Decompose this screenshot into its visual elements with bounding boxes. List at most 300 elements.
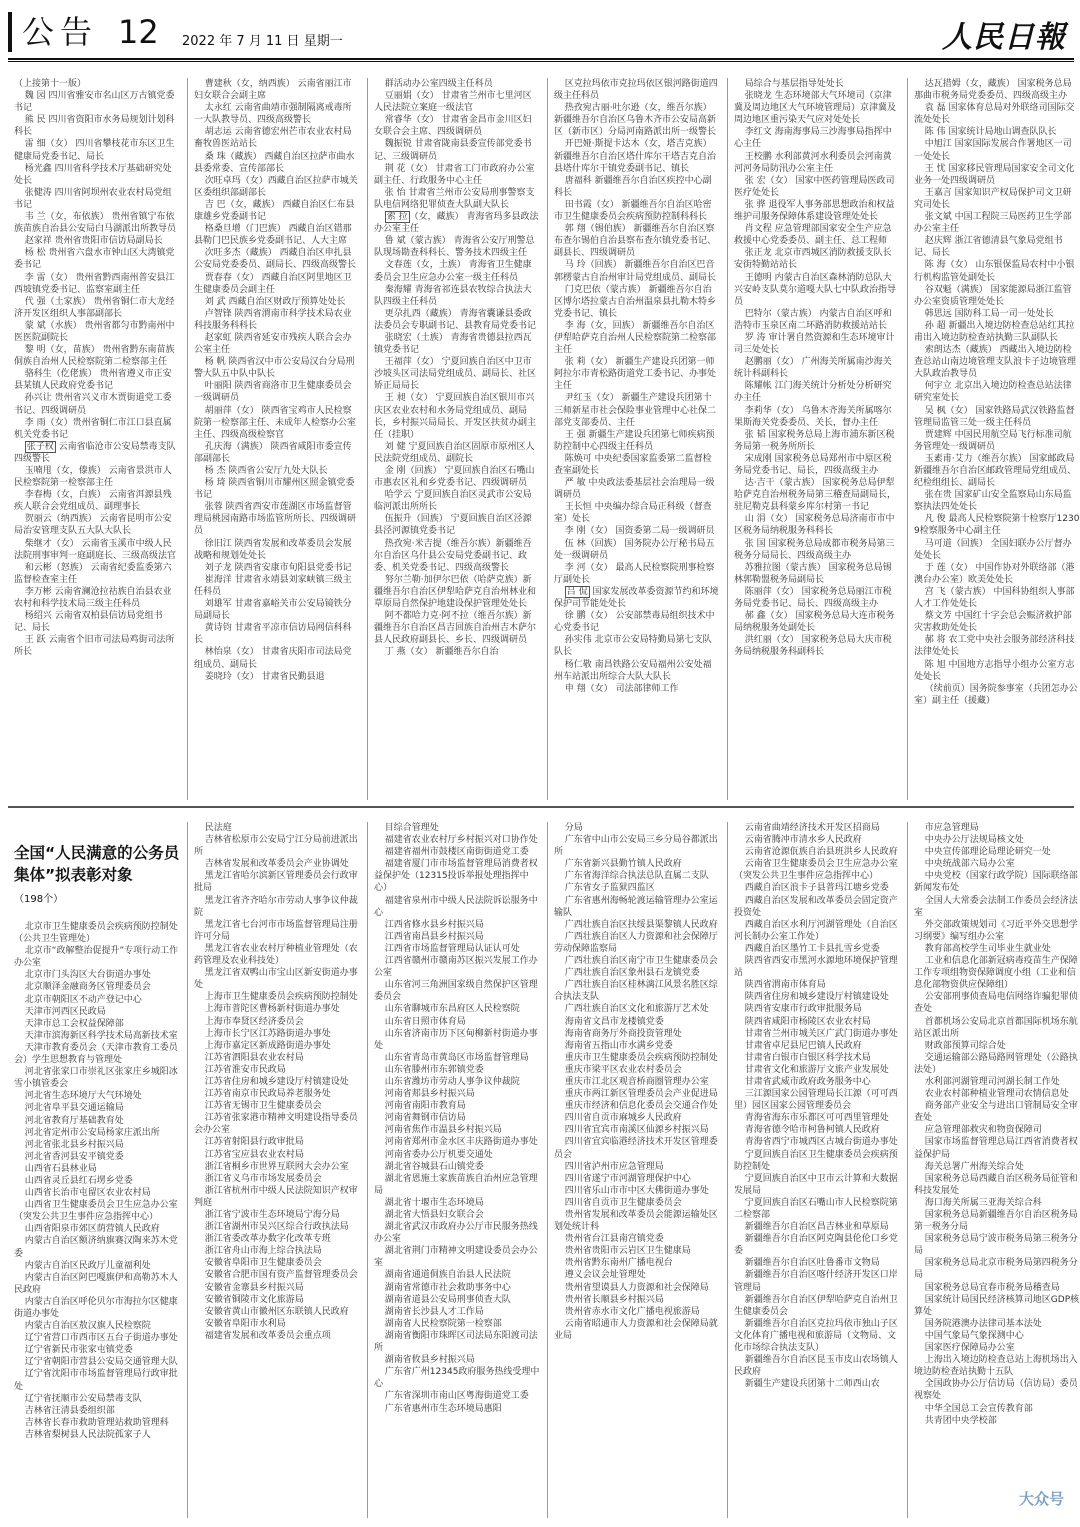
top-columns-2 <box>194 78 360 800</box>
list-item: 贵州省赤水市文化广播电视旅游局 <box>564 1306 700 1317</box>
bottom-columns-6 <box>914 822 1080 1518</box>
list-item: 广东省惠州市生态环境局惠阳 <box>384 1403 502 1414</box>
list-item: 山东省滕州市东郭镇党委 <box>384 1064 484 1075</box>
list-item: 湖南省道县公安局刑事侦查大队 <box>384 1294 511 1305</box>
list-item: 广东省新兴县勤竹镇人民政府 <box>564 859 682 870</box>
list-item: 江西省南昌县乡村振兴局 <box>384 931 484 942</box>
list-item: 四川省宜宾临港经济技术开发区管理委员会 <box>554 1137 718 1160</box>
list-item: 民法庭 <box>204 823 232 833</box>
list-item: 张正龙 北京市西城区消防救援支队长安街特勤站站长 <box>734 248 892 271</box>
list-item: 陈丽萍（女） 国家税务总局丽江市税务局党委书记、局长、四级高级主办 <box>734 586 892 610</box>
list-item: 雷 细（女） 四川省攀枝花市东区卫生健康局党委书记、局长 <box>14 139 175 162</box>
list-item: 安徽省阜阳市水利局 <box>204 1318 286 1329</box>
list-item: 国家税务总局西藏自治区税务局征管和科技发展处 <box>914 1173 1078 1196</box>
list-item: 新疆维吾尔自治区伊犁哈萨克自治州卫生健康委员会 <box>734 1294 898 1317</box>
list-item: 浙江省桐乡市世界互联网大会办公室 <box>204 1161 349 1172</box>
list-item: 浙江省委改革办数字化改革专班 <box>204 1234 331 1245</box>
list-item: 上海出入境边防检查总站上海机场出入境边防检查站执勤十五队 <box>914 1355 1078 1378</box>
list-item: 青海省德令哈市柯鲁柯镇人民政府 <box>744 1125 880 1136</box>
list-item: 云南省昭通市人力资源和社会保障局就业局 <box>554 1318 718 1341</box>
list-item: 西藏自治区发展和改革委员会固定资产投资处 <box>734 895 898 918</box>
list-item: 四川省宜宾市南溪区仙源乡村振兴局 <box>564 1125 709 1136</box>
column-divider <box>727 78 728 800</box>
list-item: 黑龙江省农业农村厅种植业管理处（农药管理及农业科技处） <box>194 943 358 967</box>
list-item: 内蒙古自治区呼伦贝尔市海拉尔区健康街道办事处 <box>14 1296 178 1319</box>
list-item: 上海市嘉定区新成路街道办事处 <box>204 1040 331 1051</box>
bottom-columns-4 <box>554 822 720 1518</box>
list-item: 广西壮族自治区人力资源和社会保障厅劳动保障监察局 <box>554 931 718 954</box>
list-item: 安徽省阜阳市卫生健康委员会 <box>204 1258 322 1269</box>
list-item: 刘子龙 陕西省安康市旬阳县党委书记 <box>204 562 352 573</box>
column-divider <box>187 78 188 800</box>
highlighted-name: 张子权 <box>26 441 54 452</box>
list-item: 福建省福州市鼓楼区南街街道党工委 <box>384 847 529 858</box>
list-item: 首都机场公安局北京首都国际机场东航站区派出所 <box>914 1016 1078 1039</box>
list-item: 甘肃省卓尼县尼巴镇人民政府 <box>744 1040 862 1051</box>
list-item: 福建省厦门市市场监督管理局消费者权益保护处（12315投诉举报处理指挥中心） <box>374 859 538 894</box>
list-item: 伍 林（回族） 国务院办公厅秘书局五处一级调研员 <box>554 538 715 561</box>
list-item: 浙江省宁波市生态环境局宁海分局 <box>204 1210 340 1220</box>
list-item: 常睿华（女） 甘肃省金昌市金川区妇女联合会主席、四级调研员 <box>374 115 532 138</box>
list-item: 国家医疗保障局办公室 <box>924 1343 1015 1354</box>
list-item: 河南省舞钢市信访局 <box>384 1113 466 1124</box>
list-item: 徐旧江 陕西省发展和改革委员会发展战略和规划处处长 <box>194 538 352 561</box>
list-item: 财政部预算司综合处 <box>924 1040 1006 1051</box>
list-item: 广东省深圳市南山区粤海街道党工委 <box>384 1391 529 1402</box>
list-item: 广西壮族自治区文化和旅游厅艺术处 <box>564 1004 709 1015</box>
list-item: 北京市卫生健康委员会疾病预防控制处（公共卫生管理处） <box>14 922 178 945</box>
list-item: 刘 武 西藏自治区财政厅预算处处长 <box>204 296 346 307</box>
list-item: 四川省自贡市卫生健康委员会 <box>564 1197 682 1208</box>
list-item: 江西省市场监督管理局认证认可处 <box>384 943 520 954</box>
list-item: 杨 杰 陕西省公安厅九处大队长 <box>204 466 328 476</box>
list-item: 北京市“政解整治促提升”专项行动工作办公室 <box>14 946 179 969</box>
page-number: 12 <box>118 13 159 51</box>
list-item: 贺丽云（纳西族） 云南省昆明市公安局治安管理支队五大队大队长 <box>14 514 172 537</box>
headline-count: （198个） <box>14 894 64 905</box>
list-item: 江苏省无锡市卫生健康委员会 <box>204 1101 322 1112</box>
list-item: 国家市场监督管理总局江西省消费者权益保护局 <box>914 1137 1078 1160</box>
list-item: 吉林省发展和改革委员会产业协调处 <box>204 859 349 870</box>
list-item <box>374 211 540 235</box>
entry-detail: （女，藏族） 青海省玛多县政法办公室主任 <box>374 212 539 235</box>
list-item: 安徽省铜陵市文化旅游局 <box>204 1294 304 1305</box>
list-item: 赵家祥 贵州省贵阳市信访局副局长 <box>24 236 163 247</box>
list-item: 李 海（女，回族） 新疆维吾尔自治区伊犁哈萨克自治州人民检察院第二检察部主任 <box>554 320 717 356</box>
list-item: 山西省灵丘县红石塄乡党委 <box>24 1175 133 1186</box>
list-item: 次旺多杰（藏族） 西藏自治区申扎县公安局党委委员、副局长、四级高级警长 <box>194 248 357 271</box>
list-item: 海关总署广州海关综合处 <box>924 1161 1024 1172</box>
list-item: 广东省惠州海畅轮渡运输管理办公室运输队 <box>554 895 718 918</box>
top-columns-1 <box>14 78 180 800</box>
list-item: 陕西省安康市行政审批服务局 <box>744 1004 862 1015</box>
list-item: 蒙 斌（水族） 贵州省都匀市黔南州中医医院副院长 <box>14 320 175 343</box>
list-item: 重庆市经济和信息化委员会交通合作处 <box>564 1101 718 1112</box>
list-item: 福建省农业农村厅乡村振兴对口协作处 <box>384 835 538 846</box>
article-headline <box>14 842 180 911</box>
list-item: 李 雨（女）贵州省铜仁市江口县直属机关党委书记 <box>14 417 172 440</box>
list-item: 湖南省常德市社会救助事务中心 <box>384 1282 511 1293</box>
list-item: 重庆市梁平区农业农村委员会 <box>564 1064 682 1075</box>
list-item: 张蓉 陕西省西安市莲湖区市场监督管理局桃园南路市场监管所所长、四级调研员 <box>194 502 357 537</box>
list-item: 云南省卫生健康委员会卫生应急办公室（突发公共卫生事件应急指挥中心） <box>734 859 898 882</box>
list-item: 贵州省长顺县乡村振兴局 <box>564 1294 664 1305</box>
list-item: 王嘉言 国家知识产权局保护司文卫研究司处长 <box>914 187 1072 210</box>
entry-detail: 国家发展改革委资源节约和环境保护司节能处处长 <box>554 586 719 610</box>
list-item: 北京市门头沟区大台街道办事处 <box>24 970 151 981</box>
column-divider <box>367 78 368 800</box>
list-item: 孙兴让 贵州省兴义市木贾街道党工委书记、四级调研员 <box>14 393 172 416</box>
list-item: 山东省日照市体育局 <box>384 1016 466 1027</box>
list-item: 胡丽萍（女） 陕西省宝鸡市人民检察院第一检察部主任、未成年人检察办公室主任、四级高级检察官 <box>194 405 357 440</box>
list-item: 王校鹏 水利部黄河水利委员会河南黄河河务局防汛办公室主任 <box>734 151 892 174</box>
list-item: 林怡泉（女） 甘肃省庆阳市司法局党组成员、副局长 <box>194 647 352 670</box>
list-item: 新疆维吾尔自治区喀什经济开发区口岸管理局 <box>734 1270 898 1293</box>
list-item <box>14 441 180 465</box>
list-item: 王福萍（女） 宁夏回族自治区中卫市沙坡头区司法局党组成员、副局长、社区矫正局局长 <box>374 357 537 392</box>
list-item: 孔庆海（满族） 陕西省咸阳市委宣传部副部长 <box>194 441 352 464</box>
list-item: 黄诗钧 甘肃省平凉市信访局网信科科长 <box>194 623 352 646</box>
list-item: 贵州省发展和改革委员会能源运输处区划处统计科 <box>554 1210 718 1233</box>
list-item: 福建省泉州市中级人民法院诉讼服务中心 <box>374 895 538 918</box>
list-item <box>14 78 180 90</box>
section-divider <box>8 806 1074 808</box>
list-item: 市应急管理局 <box>924 823 979 833</box>
bottom-columns-5 <box>734 822 900 1518</box>
list-item: 浙江省义乌市市场发展委员会 <box>204 1173 322 1184</box>
list-item: 洪红丽（女） 国家税务总局大庆市税务局纳税服务科副科长 <box>734 635 892 658</box>
bottom-columns-2 <box>194 822 360 1518</box>
list-item: 广西壮族自治区南宁市卫生健康委员会 <box>564 956 718 967</box>
list-item: 河北省教育厅基础教育处 <box>24 1115 124 1126</box>
list-item: 达瓦措姆（女，藏族） 国家税务总局那曲市税务局党委委员、四级高级主办 <box>914 79 1072 102</box>
list-item: 黎 明（女，苗族） 贵州省黔东南苗族侗族自治州人民检察院第二检察部主任 <box>14 345 175 368</box>
list-item: 山西省阳泉市郊区荫营镇人民政府 <box>24 1224 160 1235</box>
list-item: 开巴娅·斯提卡达木（女，塔吉克族） 新疆维吾尔自治区塔什库尔干塔吉克自治县塔什库尔干镇党委副书记、镇长 <box>554 139 717 174</box>
bottom-columns-3 <box>374 822 540 1518</box>
list-item: 袁 磊 国家体育总局对外联络司国际交流处处长 <box>914 103 1075 126</box>
list-item: 河南省郑州市金水区丰庆路街道办事处 <box>384 1137 538 1148</box>
list-item: 张晓龙 生态环境部大气环境司（京津冀及周边地区大气环境管理局）京津冀及周边地区重污染天气应对处处长 <box>734 91 897 126</box>
list-item: 新疆维吾尔自治区阿克陶县伦伦口乡党委 <box>734 1234 898 1257</box>
list-item: 更尕扎西（藏族） 青海省囊谦县委政法委员会专职副书记、县教育局党委书记 <box>374 308 537 331</box>
list-item: 吉 巴（女，藏族） 西藏自治区仁布县康雄乡党委副书记 <box>194 199 355 223</box>
column-divider <box>367 822 368 1518</box>
list-item: 唐福科 新疆维吾尔自治区疾控中心副科长 <box>554 175 712 198</box>
list-item: 王 跃 云南省个旧市司法局鸡街司法所所长 <box>14 635 175 658</box>
list-item: 四川省泸州市应急管理局 <box>564 1161 664 1172</box>
list-item: 次旺卓玛（女）西藏自治区拉萨市城关区委组织部副部长 <box>194 175 358 198</box>
list-item: 柴继才（女） 云南省玉溪市中级人民法院刑事审判一庭副庭长、三级高级法官 <box>14 538 177 561</box>
list-item: 陈 伟 国家统计局地山调查队队长 <box>924 127 1057 138</box>
top-columns-5 <box>734 78 900 800</box>
list-item: 山 涓（女） 国家税务总局济南市市中区税务局纳税服务科科长 <box>734 514 895 537</box>
list-item: 李 雷（女） 贵州省黔西南州普安县江西坡镇党委书记、监察室副主任 <box>14 272 175 295</box>
list-item: 海南省商务厅外商投资管理处 <box>564 1028 682 1039</box>
list-item: 卢智锋 陕西省渭南市科学技术局农业科技服务科科长 <box>194 308 352 331</box>
list-item: 广东省中山市公安局三乡分局谷都派出所 <box>554 835 718 858</box>
list-item: 农业农村部种植业管理司农情信息处 <box>924 1089 1069 1100</box>
list-item: 湖南省通道侗族自治县人民法院 <box>384 1270 511 1281</box>
list-item: 全国人大常委会法制工作委员会经济法室 <box>914 895 1078 918</box>
list-item: 魏 园 四川省雅安市名山区万古镇党委书记 <box>14 91 175 114</box>
list-item: 陕西省咸阳市杨陵区农业农村局 <box>744 1016 871 1027</box>
header-bar <box>8 12 12 52</box>
list-item: 李红文 海南海事局三沙海事局指挥中心主任 <box>734 127 892 150</box>
list-item: 达·吉干（蒙古族） 国家税务总局伊犁哈萨克自治州税务局第三稽查局副局长，驻尼勒克县科蒙乡库尔村第一书记 <box>734 478 897 513</box>
list-item: 国家税务总局北京市税务局第四税务分局 <box>914 1258 1078 1281</box>
list-item: 秦海耀 青海省祁连县农牧综合执法大队四级主任科员 <box>374 284 532 307</box>
list-item: 陈耀帐 江门海关统计分析处分析研究办主任 <box>734 381 892 404</box>
list-item: 何宇立 北京出入境边防检查总站法律研究室处长 <box>914 381 1072 404</box>
list-item: 中央党校（国家行政学院）国际联络部新闻发布处 <box>914 871 1078 894</box>
list-item: 江苏省射阳县行政审批局 <box>204 1137 304 1148</box>
list-item: 杨仁敬 南昌铁路公安局福州公安处福州车站派出所综合大队大队长 <box>554 659 712 682</box>
list-item: 王德明 内蒙古自治区森林消防总队大兴安岭支队莫尔道嘎大队七中队政治指导员 <box>734 272 897 307</box>
list-item: 山西省长治市屯留区农业农村局 <box>24 1188 151 1199</box>
list-item: 玉喃甩（女，傣族） 云南省景洪市人民检察院第一检察部主任 <box>14 466 172 489</box>
list-item: 宁夏回族自治区卫生健康委员会疾病预防控制处 <box>734 1149 898 1172</box>
list-item: 熊 民 四川省资阳市水务局规划计划科科长 <box>14 115 175 138</box>
list-item: 福建省发展和改革委员会重点项 <box>204 1330 331 1341</box>
list-item: 广东省广州12345政府服务热线受理中心 <box>374 1367 540 1390</box>
list-item: 天津市总工会权益保障部 <box>24 1018 124 1029</box>
list-item: 辽宁省朝阳市营县公安局交通管理大队 <box>24 1357 178 1368</box>
list-item: 安徽省金寨县乡村振兴局 <box>204 1282 304 1293</box>
list-item: （续前页）国务院参事室（兵团怎办公室）副主任（援藏） <box>914 683 1078 706</box>
list-item: 甘肃省文化和旅游厅文旅产业发展处 <box>744 1064 889 1075</box>
list-item: 伍振升（回族） 宁夏回族自治区泾源县泾河源镇党委书记 <box>374 514 532 537</box>
list-item: 张健涛 四川省阿坝州农业农村局党组书记 <box>14 187 172 210</box>
list-item: 赵鹏丽（女） 广州海关所属南沙海关统计科副科长 <box>734 357 892 380</box>
list-item: 新疆生产建设兵团第十二师西山农 <box>744 1379 880 1390</box>
list-item: 上海市长宁区江苏路街道办事处 <box>204 1028 331 1039</box>
list-item: 贵州省贵阳市云岩区卫生健康局 <box>564 1246 691 1257</box>
list-item: 张 莉（女） 新疆生产建设兵团第一师阿拉尔市青松路街道党工委书记、办事处主任 <box>554 357 717 392</box>
list-item: 湖南省长沙县人才工作局 <box>384 1306 484 1317</box>
list-item: 安徽省合肥市国有资产监督管理委员会 <box>204 1270 358 1281</box>
list-item: 赵家虹 陕西省延安市残疾人联合会办公室主任 <box>194 332 352 356</box>
list-item: 天津市教育委员会（天津市教育工委员会）学生思想教育与管理处 <box>14 1042 178 1066</box>
list-item: 姜晓玲（女） 甘肃省民勤县退 <box>204 671 325 682</box>
list-item: 内蒙古自治区民政厅儿童福利处 <box>24 1260 151 1271</box>
list-item: 湖北省大悟县妇女联合会 <box>384 1210 484 1220</box>
headline-text: 全国“人民满意的公务员集体”拟表彰对象 <box>14 844 180 884</box>
list-item: 河南省委办公厅机要交通处 <box>384 1149 493 1160</box>
list-item: 马 玲（回族） 新疆维吾尔自治区巴音郭楞蒙古自治州审计局党组成员、副局长 <box>554 260 717 283</box>
list-item: 申 翔（女） 司法部律师工作 <box>564 683 679 694</box>
list-item: 天津市河西区民政局 <box>24 1006 106 1017</box>
newspaper-logo: 人民日報 <box>942 20 1066 55</box>
list-item: 徐 鹏（女） 公安部禁毒局组织技术中心党委书记 <box>554 611 715 634</box>
list-item: 重庆市两江新区管理委员会产业促进局 <box>564 1089 718 1100</box>
list-item: 叶丽阳 陕西省商洛市卫生健康委员会一级调研员 <box>194 381 352 404</box>
list-item: 凡 俊 最高人民检察院第十检察厅12309检察服务中心副主任 <box>914 514 1080 537</box>
list-item: 江苏省住房和城乡建设厅村镇建设处 <box>204 1076 349 1087</box>
list-item: 江苏省南京市民政局养老服务处 <box>204 1089 331 1100</box>
column-divider <box>907 822 908 1518</box>
list-item: 张 骅 退役军人事务部思想政治和权益维护司服务保障体系建设管理处处长 <box>734 199 895 223</box>
list-item: 河北省阜平县交通运输局 <box>24 1103 124 1114</box>
list-item: 青海省西宁市城西区古城台街道办事处 <box>744 1137 898 1148</box>
list-item: 山东省青岛市黄岛区市场监督管理局 <box>384 1052 529 1063</box>
list-item: 陈焕可 中央纪委国家监委第二监督检查室副处长 <box>554 453 712 476</box>
list-item: 重庆市江北区观音桥商圈管理办公室 <box>564 1076 709 1087</box>
list-item: 罗 涛 审计署自然资源和生态环境审计司三处处长 <box>734 332 895 356</box>
list-item: 交通运输部公路局路网管理处（公路执法处） <box>914 1052 1078 1075</box>
list-item: 刘 健 宁夏回族自治区固原市原州区人民法院党组成员、副院长 <box>374 441 535 464</box>
list-item: 甘肃省兰州市城关区广武门街道办事处 <box>744 1028 898 1039</box>
list-item: 湖北省十堰市生态环境局 <box>384 1197 484 1208</box>
list-item: 韦 兰（女，布依族） 贵州省镇宁布依族苗族自治县公安局白马湖派出所教导员 <box>14 212 177 235</box>
list-item: 韩思远 国防科工局一司一处处长 <box>924 308 1054 319</box>
list-item: 玉素甫·艾力（维吾尔族） 国家邮政局新疆维吾尔自治区邮政管理局党组成员、纪检组组长、副局长 <box>914 453 1077 489</box>
list-item: 湖北省荆门市精神文明建设委员会办公室 <box>374 1246 538 1269</box>
page-header <box>0 0 1080 60</box>
list-item: 山东省河三角洲国家级自然保护区管理委员会 <box>374 980 538 1003</box>
list-item: 崔海洋 甘肃省永靖县刘家峡镇三级主任科员 <box>194 574 352 597</box>
list-item: 四川省自贡市麻城乡人民政府 <box>564 1113 682 1124</box>
list-item: 杨 琦 陕西省铜川市耀州区照金镇党委书记 <box>194 478 355 501</box>
list-item: 西藏自治区墨竹工卡县扎雪乡党委 <box>744 943 880 954</box>
list-item: 北京顺泽金融商务区管理委员会 <box>24 982 151 993</box>
list-item: 苏雅拉图（蒙古族） 国家税务总局锡林郭勒盟税务局副局长 <box>734 562 892 585</box>
top-columns-6 <box>914 78 1080 800</box>
watermark-text: 大众号 <box>1018 1490 1064 1508</box>
list-item: 共青团中央学校部 <box>924 1415 997 1426</box>
list-item: 荆 花（女） 甘肃省工门市政府办公室副主任、行政服务中心主任 <box>374 163 535 186</box>
list-item: 区克拉玛依市克拉玛依区银河路街道四级主任科员 <box>554 79 718 102</box>
list-item: 于 莲（女） 中国作协对外联络部（港澳台办公室）欧美处处长 <box>914 562 1075 585</box>
list-item: 曹建秋（女，纳西族） 云南省丽江市妇女联合会副主席 <box>194 79 352 102</box>
list-item: 甘肃省武威市政府政务服务中心 <box>744 1076 871 1087</box>
list-item: 群活动办公室四级主任科员 <box>384 79 493 89</box>
list-item: 浙江省杭州市中级人民法院知识产权审判庭 <box>194 1185 358 1208</box>
list-item: 金 刚（回族） 宁夏回族自治区石嘴山市惠农区礼和乡党委书记、四级调研员 <box>374 466 535 489</box>
list-item: 田书霞（女） 新疆维吾尔自治区哈密市卫生健康委员会疾病预防控制科科长 <box>554 199 712 223</box>
list-item: 河北省张家口市崇礼区张家庄乡城阳冰雪小镇管委会 <box>14 1067 178 1090</box>
list-item: 辽宁省新民市张家屯镇党委 <box>24 1345 133 1356</box>
list-item: 杨 帆 陕西省汉中市公安局汉台分局刑警大队五中队中队长 <box>194 357 355 380</box>
list-item: 黑龙江省齐齐哈尔市劳动人事争议仲裁院 <box>194 895 358 918</box>
list-item: 李万彬 云南省澜沧拉祜族自治县农业农村和科学技术局三级主任科员 <box>14 586 172 610</box>
list-item: 张在贵 国家矿山安全监察局山东局监察执法四处处长 <box>914 490 1072 513</box>
list-item: 吉林省松原市公安局宁江分局前进派出所 <box>194 835 358 858</box>
list-item: 文春莲（女，土族） 青海省卫生健康委员会卫生应急办公室一级主任科员 <box>374 260 532 283</box>
entry-text: （上接第十一版） <box>14 79 87 89</box>
list-item: 热孜宛·米吉提（维吾尔族）新疆维吾尔自治区乌什县公安局党委副书记、政委、机关党委书记、四级高级警长 <box>374 538 532 573</box>
list-item: 山西省卫生健康委员会卫生应急办公室（突发公共卫生事件应急指挥中心） <box>14 1200 178 1223</box>
list-item: 外交部政策规划司《习近平外交思想学习纲要》编写组办公室 <box>914 919 1078 942</box>
list-item: 北京市朝阳区不动产登记中心 <box>24 994 142 1005</box>
list-item: 陕西省西安市黑河水源地环境保护管理站 <box>734 956 898 979</box>
list-item: 吉林省梨树县人民法院孤家子人 <box>24 1429 151 1440</box>
list-item: 河南省南阳市教育局 <box>384 1101 466 1112</box>
list-item: 李 刚（女） 国资委第二局一级调研员 <box>564 526 715 537</box>
list-item: 上海市奉贤区经济委员会 <box>204 1016 304 1027</box>
list-item: 马可道（回族） 全国妇联办公厅督办处处长 <box>914 538 1072 561</box>
list-item: 公安部刑事侦查局电信网络诈骗犯罪侦查处 <box>914 992 1078 1015</box>
list-item: 阿不都哈力克·阿不拉（维吾尔族）新疆维吾尔自治区昌吉回族自治州吉木萨尔县人民政府副县长、乡长、四级调研员 <box>374 611 537 646</box>
list-item: 杨 松 贵州省六盘水市钟山区大湾镇党委书记 <box>14 248 175 271</box>
list-item: 安徽省黄山市徽州区东联镇人民政府 <box>204 1306 349 1317</box>
list-item: 杨光鑫 四川省科学技术厅基础研究处处长 <box>14 163 172 186</box>
list-item: 分局 <box>564 823 583 833</box>
list-item: 江苏省淮安市民政局 <box>204 1064 286 1075</box>
column-divider <box>547 822 548 1518</box>
list-item: 江苏省张家港市精神文明建设指导委员会办公室 <box>194 1113 358 1136</box>
list-item: 海口海关所属三亚海关综合科 <box>924 1197 1042 1208</box>
list-item: 宁夏回族自治区石嘴山市人民检察院第二检察部 <box>734 1197 898 1220</box>
list-item: 胡志运 云南省德宏州芒市农业农村局畜牧兽医站站长 <box>194 127 352 150</box>
list-item: 水利部河湖管理司河湖长制工作处 <box>924 1076 1060 1087</box>
list-item: 骆科生（仡佬族） 贵州省遵义市正安县某镇人民政府党委书记 <box>14 369 172 392</box>
list-item: 郭 翔（锡伯族） 新疆维吾尔自治区察布查尔锡伯自治县察布查尔镇党委书记、副县长、四级调研员 <box>554 224 717 259</box>
list-item: 国家统计局国民经济核算司地区GDP核算处 <box>914 1294 1080 1317</box>
list-item: 湖北省武汉市政府办公厅市民服务热线办公室 <box>374 1222 538 1245</box>
list-item: 遵义会议会址管理处 <box>564 1270 646 1281</box>
list-item: 中央宣传部理论局理论研究一处 <box>924 847 1051 858</box>
list-item <box>554 586 720 610</box>
list-item: 中旭江 国家国际发展合作署地区一司一处处长 <box>914 139 1072 162</box>
list-item: 魏振锐 甘肃省陇南县委宣传部党委书记、三级调研员 <box>374 139 532 162</box>
list-item: 江西省赣州市赣南苏区振兴发展工作办公室 <box>374 956 538 979</box>
list-item: 山东省济南市历下区甸柳新村街道办事处 <box>374 1028 538 1051</box>
list-item: 河北省生态环境厅大气环境处 <box>24 1091 142 1102</box>
list-item: 陈 海（女） 山东银保监局农村中小银行机构监管处副处长 <box>914 260 1075 283</box>
list-item: 吉林省汪清县委组织部 <box>24 1405 115 1416</box>
list-item: 河北省张北县乡村振兴局 <box>24 1139 124 1150</box>
list-item: 李 河（女） 最高人民检察院刑事检察厅副处长 <box>554 562 715 585</box>
list-item: 宁夏回族自治区中卫市云计算和大数据发展局 <box>734 1173 898 1196</box>
list-item: 黑龙江省七台河市市场监督管理局注册许可分局 <box>194 919 358 942</box>
list-item: 局综合与基层指导处处长 <box>744 79 844 89</box>
list-item: 赵庆辉 浙江省德清县气象局党组书记、局长 <box>914 236 1063 259</box>
list-item: 湖南省衡阳市珠晖区司法局东阳渡司法所 <box>374 1330 538 1354</box>
list-item: 内蒙古自治区敖汉旗人民检察院 <box>24 1321 151 1332</box>
list-item: 吴 枫（女） 国家铁路局武汉铁路监督管理局监管三处一级主任科员 <box>914 405 1075 428</box>
list-item: 甘肃省白银市白银区科学技术局 <box>744 1052 871 1063</box>
list-item: 四川省乐山市市中区大佛街道办事处 <box>564 1185 709 1196</box>
list-item: 新疆维吾尔自治区昆玉市皮山农场镇人民政府 <box>734 1355 898 1378</box>
list-item: 云南省腾冲市清水乡人民政府 <box>744 835 862 846</box>
list-item: 广东省女子监狱四监区 <box>564 883 655 894</box>
list-item: 国家税务总局新疆维吾尔自治区税务局第一税务分局 <box>914 1210 1078 1233</box>
list-item: 西藏自治区浪卡子县普玛江塘乡党委 <box>744 883 889 894</box>
list-item: 辽宁省抚顺市公安局禁毒支队 <box>24 1393 142 1404</box>
list-item: 河南省郏县乡村振兴局 <box>384 1089 475 1100</box>
list-item: 哈学云 宁夏回族自治区灵武市公安局临河派出所所长 <box>374 490 532 513</box>
list-item: 教育部高校学生司毕业生就业处 <box>924 943 1051 954</box>
list-item: 山东省潍坊市劳动人事争议仲裁院 <box>384 1076 520 1087</box>
column-divider <box>907 78 908 800</box>
list-item: 三江源国家公园管理局长江源（可可西里）园区国家公园管理委员会 <box>734 1089 898 1112</box>
list-item: 国家税务总局宁波市税务局第三税务分局 <box>914 1234 1078 1257</box>
list-item: 广东省海洋综合执法总队直属二支队 <box>564 871 709 882</box>
list-item: 应急管理部救灾和物资保障司 <box>924 1125 1042 1136</box>
list-item: 贵州省台江县南宫镇党委 <box>564 1234 664 1245</box>
list-item: 内蒙古自治区阿巴嘎旗伊和高勒苏木人民政府 <box>14 1272 178 1295</box>
list-item: 黑龙江省哈尔滨新区管理委员会行政审批局 <box>194 871 358 894</box>
column-divider <box>547 78 548 800</box>
list-item: 云南省沧源佤族自治县班洪乡人民政府 <box>744 847 898 858</box>
list-item: 鲁 斌（蒙古族） 青海省公安厅刑警总队现场勘查科科长、警务技术四级主任 <box>374 236 535 259</box>
watermark <box>974 1481 1074 1521</box>
list-item: 河北省香河县安平镇党委 <box>24 1151 124 1162</box>
list-item: 肖文程 应急管理部国家安全生产应急救援中心党委委员、副主任、总工程师 <box>734 224 892 247</box>
list-item: 重庆市卫生健康委员会疾病预防控制处 <box>564 1052 718 1063</box>
list-item: 江苏省宝应县农业农村局 <box>204 1149 304 1160</box>
